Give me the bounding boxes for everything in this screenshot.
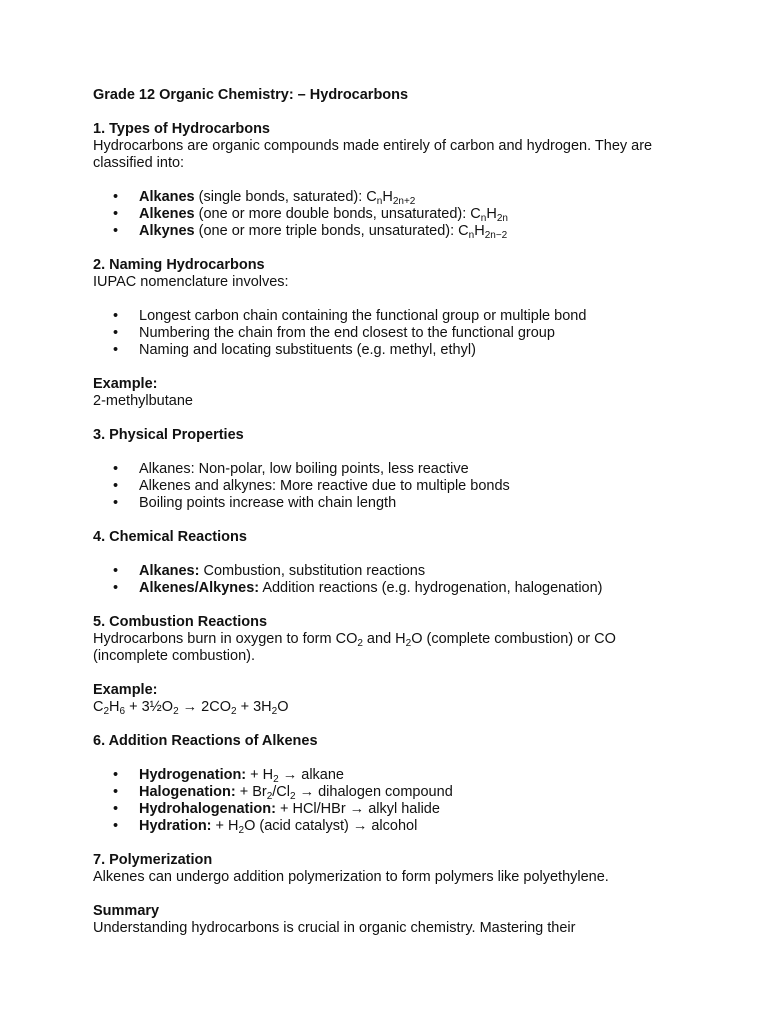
- list-item: [93, 308, 693, 325]
- section-paragraph: Understanding hydrocarbons is crucial in organic chemistry. Mastering their: [93, 920, 576, 936]
- item-text: (one or more double bonds, unsaturated): C: [194, 206, 481, 222]
- chemical-reactions-list: [93, 563, 693, 597]
- item-text: Combustion, substitution reactions: [199, 563, 426, 579]
- item-label: Alkenes: [139, 206, 195, 222]
- item-label: Alkanes: [139, 189, 195, 205]
- list-item-alkanes: [93, 189, 693, 206]
- text-run: + HCl/HBr → alkyl halide: [275, 801, 440, 817]
- text-run: H: [109, 699, 120, 715]
- item-text: H: [382, 189, 393, 205]
- bullet-icon: •: [113, 767, 119, 783]
- subscript: 2: [103, 706, 110, 717]
- item-label: Halogenation:: [139, 784, 236, 800]
- physical-properties-list: [93, 461, 693, 512]
- list-item: [93, 461, 693, 478]
- subscript: 2: [405, 638, 412, 649]
- text-run: → 2CO: [178, 699, 231, 715]
- example-text: 2-methylbutane: [93, 393, 193, 409]
- subscript: 6: [119, 706, 126, 717]
- list-item-alkenes: [93, 206, 693, 223]
- bullet-icon: •: [113, 325, 119, 341]
- text-run: + 3½O: [125, 699, 174, 715]
- list-item: [93, 784, 693, 801]
- subscript: n: [468, 230, 475, 241]
- text-run: → alkane: [278, 767, 344, 783]
- bullet-icon: •: [113, 580, 119, 596]
- section-summary: [93, 903, 693, 937]
- section-chemical-reactions: [93, 529, 693, 597]
- subscript: 2: [357, 638, 363, 649]
- section-heading: Summary: [93, 903, 160, 919]
- bullet-icon: •: [113, 818, 119, 834]
- combustion-equation: [93, 699, 693, 716]
- item-text: Numbering the chain from the end closest to the functional group: [139, 325, 555, 341]
- section-heading: 7. Polymerization: [93, 852, 213, 868]
- section-types-of-hydrocarbons: [93, 121, 693, 240]
- subscript: 2: [273, 774, 279, 785]
- document-body: [93, 87, 693, 937]
- text-run: + 3H: [236, 699, 272, 715]
- subscript: 2: [290, 791, 296, 802]
- bullet-icon: •: [113, 478, 119, 494]
- text-run: + H: [246, 767, 274, 783]
- section-heading: 6. Addition Reactions of Alkenes: [93, 733, 318, 749]
- subscript: 2n: [496, 213, 508, 224]
- item-text: Alkenes and alkynes: More reactive due to multiple bonds: [139, 478, 510, 494]
- text-run: and H: [362, 631, 406, 647]
- bullet-icon: •: [113, 308, 119, 324]
- text-run: C: [93, 699, 104, 715]
- example-label: Example:: [93, 682, 158, 698]
- list-item: [93, 342, 693, 359]
- item-label: Alkenes/Alkynes:: [139, 580, 260, 596]
- list-item: [93, 325, 693, 342]
- addition-reactions-list: [93, 767, 693, 835]
- item-text: Boiling points increase with chain length: [139, 495, 397, 511]
- bullet-icon: •: [113, 801, 119, 817]
- section-heading: 4. Chemical Reactions: [93, 529, 247, 545]
- text-run: + H: [211, 818, 239, 834]
- item-label: Hydrogenation:: [139, 767, 247, 783]
- bullet-icon: •: [113, 206, 119, 222]
- section-heading: 2. Naming Hydrocarbons: [93, 257, 265, 273]
- subscript: 2: [266, 791, 273, 802]
- section-paragraph: [93, 631, 693, 665]
- list-item: [93, 580, 693, 597]
- text-run: /Cl: [272, 784, 290, 800]
- hydrocarbon-types-list: [93, 189, 693, 240]
- list-item: [93, 767, 693, 784]
- subscript: 2: [173, 706, 179, 717]
- list-item: [93, 563, 693, 580]
- subscript: 2n+2: [392, 196, 416, 207]
- section-combustion-reactions: [93, 614, 693, 716]
- subscript: 2: [238, 825, 245, 836]
- list-item-alkynes: [93, 223, 693, 240]
- subscript: n: [376, 196, 383, 207]
- text-run: O (complete combustion) or CO (incomplete combustion).: [93, 631, 616, 664]
- bullet-icon: •: [113, 342, 119, 358]
- text-run: + Br: [235, 784, 267, 800]
- list-item: [93, 495, 693, 512]
- section-physical-properties: [93, 427, 693, 512]
- text-run: → dihalogen compound: [295, 784, 453, 800]
- subscript: 2: [231, 706, 237, 717]
- bullet-icon: •: [113, 784, 119, 800]
- list-item: [93, 478, 693, 495]
- section-polymerization: [93, 852, 693, 886]
- section-heading: 3. Physical Properties: [93, 427, 244, 443]
- bullet-icon: •: [113, 563, 119, 579]
- item-text: (one or more triple bonds, unsaturated): C: [194, 223, 469, 239]
- text-run: O (acid catalyst) → alcohol: [244, 818, 418, 834]
- item-text: Naming and locating substituents (e.g. methyl, ethyl): [139, 342, 476, 358]
- item-text: H: [486, 206, 497, 222]
- subscript: n: [480, 213, 487, 224]
- item-label: Hydrohalogenation:: [139, 801, 276, 817]
- section-heading: 1. Types of Hydrocarbons: [93, 121, 270, 137]
- bullet-icon: •: [113, 495, 119, 511]
- example-label: Example:: [93, 376, 158, 392]
- naming-rules-list: [93, 308, 693, 359]
- section-naming-hydrocarbons: [93, 257, 693, 410]
- item-text: H: [474, 223, 485, 239]
- section-addition-reactions: [93, 733, 693, 835]
- item-label: Alkanes:: [139, 563, 200, 579]
- bullet-icon: •: [113, 461, 119, 477]
- section-heading: 5. Combustion Reactions: [93, 614, 268, 630]
- bullet-icon: •: [113, 189, 119, 205]
- section-intro: IUPAC nomenclature involves:: [93, 274, 289, 290]
- subscript: 2n−2: [484, 230, 508, 241]
- item-text: Addition reactions (e.g. hydrogenation, halogenation): [259, 580, 603, 596]
- page-title: Grade 12 Organic Chemistry: – Hydrocarbons: [93, 87, 409, 103]
- section-intro: Hydrocarbons are organic compounds made entirely of carbon and hydrogen. They are classified into:: [93, 138, 653, 171]
- item-label: Hydration:: [139, 818, 212, 834]
- text-run: Hydrocarbons burn in oxygen to form CO: [93, 631, 358, 647]
- section-paragraph: Alkenes can undergo addition polymerization to form polymers like polyethylene.: [93, 869, 609, 885]
- bullet-icon: •: [113, 223, 119, 239]
- list-item: [93, 801, 693, 818]
- text-run: O: [277, 699, 289, 715]
- item-label: Alkynes: [139, 223, 195, 239]
- list-item: [93, 818, 693, 835]
- item-text: Alkanes: Non-polar, low boiling points, less reactive: [139, 461, 469, 477]
- item-text: (single bonds, saturated): C: [194, 189, 377, 205]
- subscript: 2: [271, 706, 278, 717]
- item-text: Longest carbon chain containing the functional group or multiple bond: [139, 308, 587, 324]
